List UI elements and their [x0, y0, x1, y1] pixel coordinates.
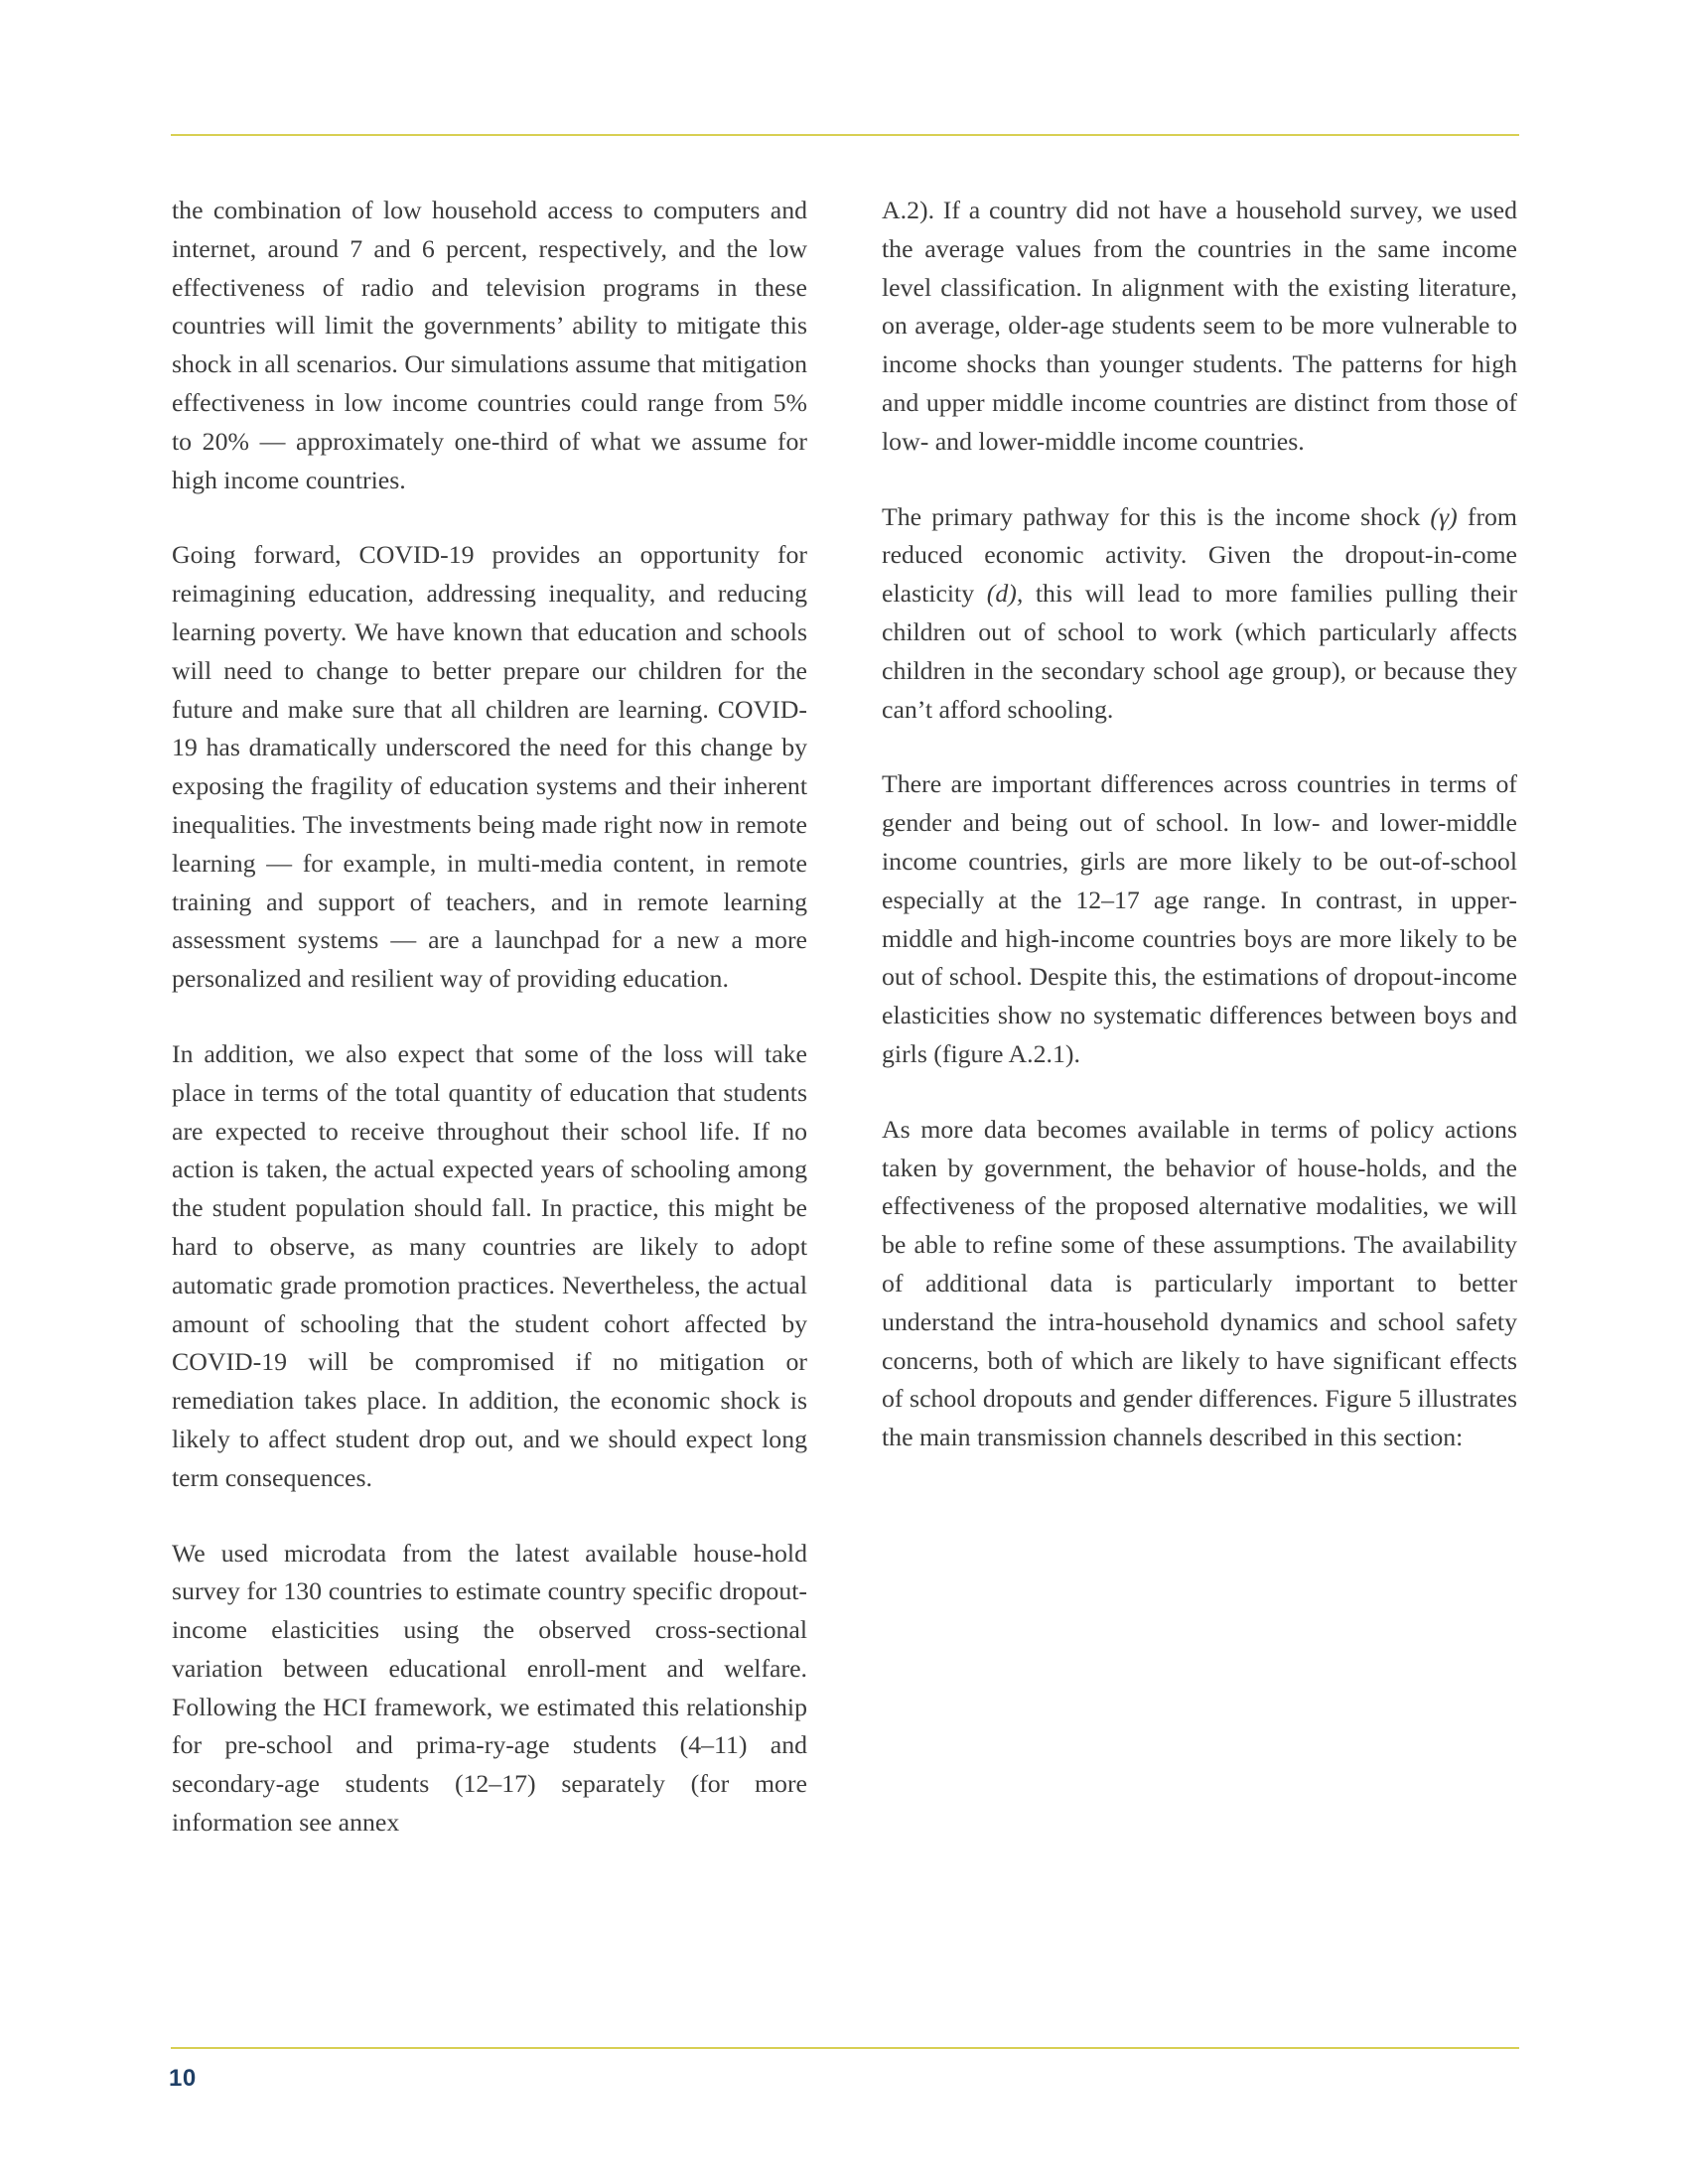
page-number: 10	[169, 2065, 197, 2092]
footer-rule	[171, 2047, 1519, 2049]
paragraph: the combination of low household access to computers and internet, around 7 and 6 percent, respectively, and the low effectiveness of radio and television programs in these countries will limit the governments’ ability to mitigate this shock in all scenarios. Our simulations assume that mitigation effectiveness in low income countries could range from 5% to 20% — approximately one-third of what we assume for high income countries.	[172, 196, 807, 494]
left-column	[172, 192, 807, 1843]
paragraph-income-pathway	[882, 498, 1517, 730]
paragraph: As more data becomes available in terms of policy actions taken by government, the behavior of house-holds, and the effectiveness of the proposed alternative modalities, we will be able to refine some of these assumptions. The availability of additional data is particularly important to better understand the intra-household dynamics and school safety concerns, both of which are likely to have significant effects of school dropouts and gender differences. Figure 5 illustrates the main transmission channels described in this section:	[882, 1114, 1517, 1452]
elasticity-symbol: (d),	[986, 579, 1024, 609]
header-rule	[171, 134, 1519, 136]
text-run: from reduced economic activity. Given the dropout-in-come elasticity	[882, 501, 1517, 609]
paragraph: In addition, we also expect that some of the loss will take place in terms of the total quantity of education that students are expected to receive throughout their school life. If no action is taken, the actual expected years of schooling among the student population should fall. In practice, this might be hard to observe, as many countries are likely to adopt automatic grade promotion practices. Nevertheless, the actual amount of schooling that the student cohort affected by COVID-19 will be compromised if no mitigation or remediation takes place. In addition, the economic shock is likely to affect student drop out, and we should expect long term consequences.	[172, 1038, 807, 1492]
paragraph: A.2). If a country did not have a household survey, we used the average values from the countries in the same income level classification. In alignment with the existing literature, on average, older-age students seem to be more vulnerable to income shocks than younger students. The patterns for high and upper middle income countries are distinct from those of low- and lower-middle income countries.	[882, 196, 1517, 456]
paragraph: We used microdata from the latest available house-hold survey for 130 countries to estimate country specific dropout-income elasticities using the observed cross-sectional variation between educational enroll-ment and welfare. Following the HCI framework, we estimated this relationship for pre-school and prima-ry-age students (4–11) and secondary-age students (12–17) separately (for more information see annex	[172, 1538, 807, 1838]
text-run: this will lead to more families pulling their children out of school to work (which particularly affects children in the secondary school age group), or because they can’t afford schooling.	[882, 579, 1517, 724]
gamma-symbol: (γ)	[1430, 501, 1458, 531]
right-column	[882, 192, 1517, 1457]
paragraph: Going forward, COVID-19 provides an opportunity for reimagining education, addressing inequality, and reducing learning poverty. We have known that education and schools will need to change to better prepare our children for the future and make sure that all children are learning. COVID-19 has dramatically underscored the need for this change by exposing the fragility of education systems and their inherent inequalities. The investments being made right now in remote learning — for example, in multi-media content, in remote training and support of teachers, and in remote learning assessment systems — are a launchpad for a new a more personalized and resilient way of providing education.	[172, 540, 807, 994]
text-run: The primary pathway for this is the income shock	[882, 501, 1431, 531]
paragraph: There are important differences across countries in terms of gender and being out of school. In low- and lower-middle income countries, girls are more likely to be out-of-school especially at the 12–17 age range. In contrast, in upper-middle and high-income countries boys are more likely to be out of school. Despite this, the estimations of dropout-income elasticities show no systematic differences between boys and girls (figure A.2.1).	[882, 769, 1517, 1068]
